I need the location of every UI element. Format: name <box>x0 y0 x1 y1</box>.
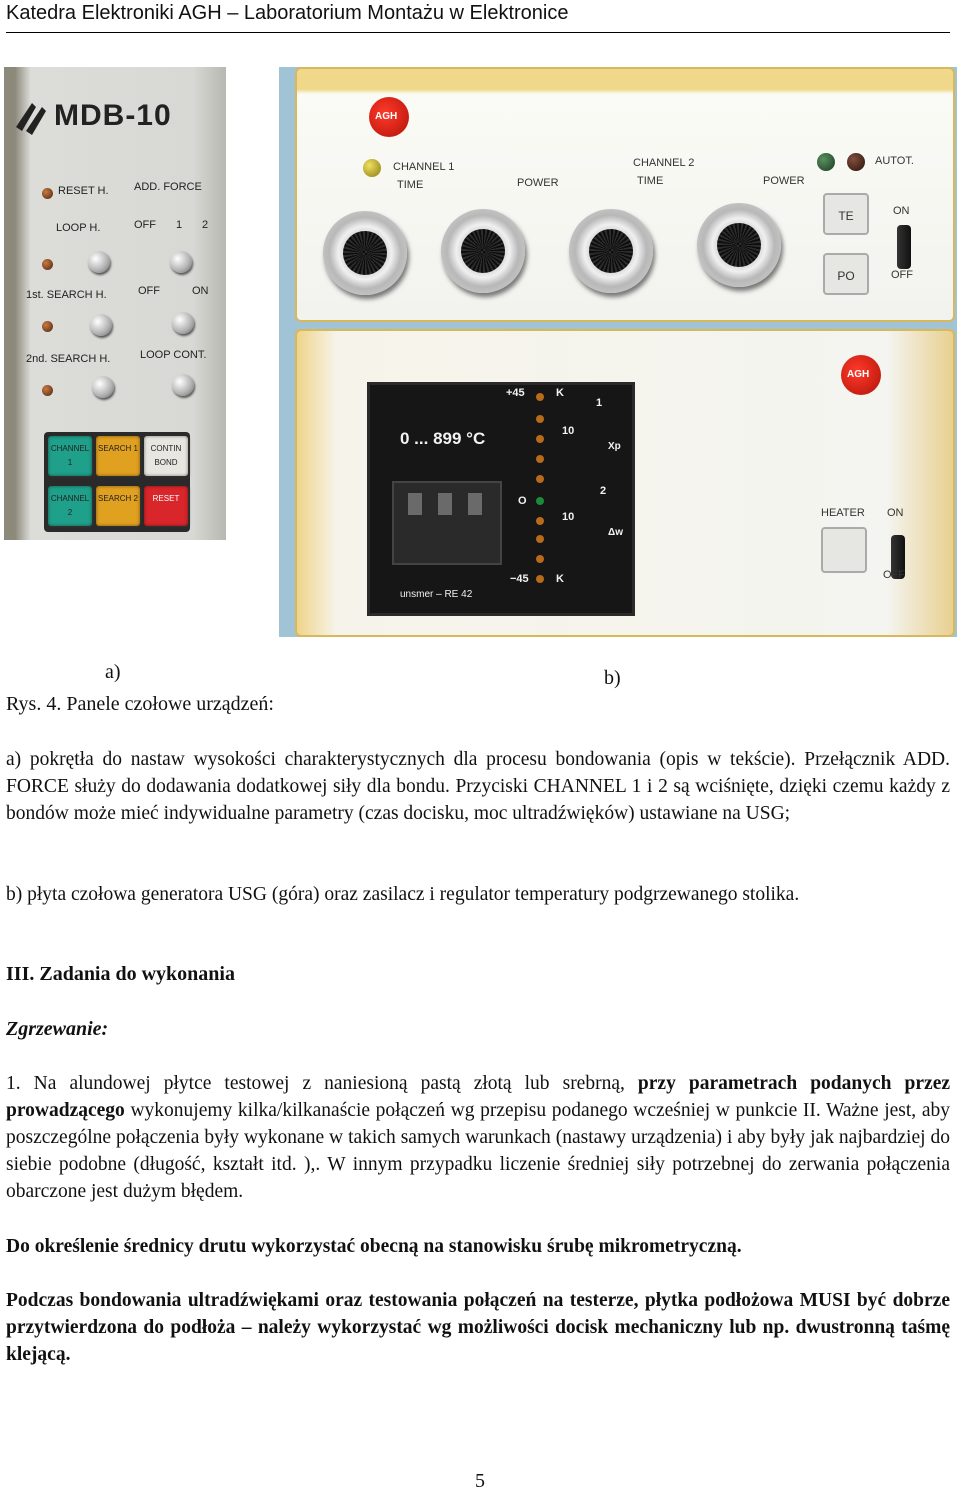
add-force-switch[interactable] <box>170 251 192 273</box>
off-label-2: OFF <box>138 285 160 297</box>
task-item-1 <box>6 1070 950 1205</box>
second-search-label: 2nd. SEARCH H. <box>26 353 111 365</box>
agh-seal-top-label: AGH <box>375 111 398 122</box>
regulator-range: 0 ... 899 °C <box>400 429 486 448</box>
task-item-1-end: wykonujemy kilka/kilkanaście połączeń wg przepisu podanego wcześniej w punkcie II. Ważne jest, aby poszczególne połączenia były wykonane w takich samych warunkach (nastawy urządzenia) i aby były jak najbardziej do siebie podobne (długość, kształt itd. ),. W innym przypadku liczenie średniej siły potrzebnej do zerwania połączenia obarczone jest dużym błędem. <box>6 1100 950 1202</box>
mounting-note: Podczas bondowania ultradźwiękami oraz testowania połączeń na testerze, płytka podłożowa MUSI być dobrze przytwierdzona do podłoża – należy wykorzystać wg możliwości docisk mechaniczny lub np. dwustronną taśmę klejącą. <box>6 1290 950 1365</box>
description-b: b) płyta czołowa generatora USG (góra) oraz zasilacz i regulator temperatury podgrzewanego stolika. <box>6 884 800 905</box>
top-off-label: OFF <box>891 269 913 281</box>
regulator-one: 1 <box>596 397 603 409</box>
status-led-1 <box>817 153 835 171</box>
reg-led <box>536 555 544 563</box>
te-button[interactable]: TE <box>823 193 869 235</box>
reset-h-label: RESET H. <box>58 185 109 197</box>
add-force-label: ADD. FORCE <box>134 181 202 193</box>
on-label: ON <box>192 285 209 297</box>
caption-b: b) <box>604 667 621 689</box>
channel2-button[interactable]: CHANNEL 2 <box>48 486 92 526</box>
regulator-k-bottom: K <box>556 573 564 585</box>
reset-h-led <box>42 188 53 199</box>
channel2-time-knob[interactable] <box>569 209 653 293</box>
second-search-knob[interactable] <box>92 376 114 398</box>
reg-led <box>536 575 544 583</box>
loop-h-label: LOOP H. <box>56 222 101 234</box>
channel1-time-knob[interactable] <box>323 211 407 295</box>
counter-digit <box>438 493 452 515</box>
reg-led <box>536 435 544 443</box>
heater-button[interactable] <box>821 527 867 573</box>
task-item-1-start: 1. Na alundowej płytce testowej z naniesioną pastą złotą lub srebrną, <box>6 1073 638 1094</box>
power2-label: POWER <box>763 175 805 187</box>
regulator-minus45: −45 <box>510 573 529 585</box>
channel1-button[interactable]: CHANNEL 1 <box>48 436 92 476</box>
autot-label: AUTOT. <box>875 155 914 167</box>
figure-caption: Rys. 4. Panele czołowe urządzeń: <box>6 693 274 715</box>
loop-cont-knob[interactable] <box>172 374 194 396</box>
regulator-plus45: +45 <box>506 387 525 399</box>
loop-h-led <box>42 259 53 270</box>
usg-generator-photo <box>279 67 957 637</box>
caption-a: a) <box>105 661 121 683</box>
page-number: 5 <box>475 1470 485 1492</box>
mdb10-panel-photo <box>4 67 226 540</box>
channel2-power-knob[interactable] <box>697 203 781 287</box>
second-search-led <box>42 385 53 396</box>
agh-seal-bottom-label: AGH <box>847 369 870 380</box>
regulator-ten-b: 10 <box>562 511 575 523</box>
device-logo: MDB-10 <box>54 99 172 132</box>
reg-led <box>536 475 544 483</box>
regulator-k-top: K <box>556 387 564 399</box>
channel1-label: CHANNEL 1 <box>393 161 455 173</box>
power1-label: POWER <box>517 177 559 189</box>
regulator-ten-a: 10 <box>562 425 575 437</box>
first-search-knob[interactable] <box>90 314 112 336</box>
section-heading: III. Zadania do wykonania <box>6 963 235 985</box>
loop-h-knob[interactable] <box>88 251 110 273</box>
first-search-label: 1st. SEARCH H. <box>26 289 107 301</box>
contin-bond-button[interactable]: CONTIN BOND <box>144 436 188 476</box>
reset-button[interactable]: RESET <box>144 486 188 526</box>
reg-led <box>536 517 544 525</box>
one-label: 1 <box>176 219 183 231</box>
reg-led <box>536 393 544 401</box>
regulator-brand: unsmer – RE 42 <box>400 589 473 600</box>
subsection-heading: Zgrzewanie: <box>6 1018 109 1040</box>
loop-cont-label: LOOP CONT. <box>140 349 207 361</box>
time2-label: TIME <box>637 175 664 187</box>
task-item-1-bold: przy parametrach podanych przez prowadzącego <box>6 1073 951 1121</box>
regulator-zero: O <box>518 495 527 507</box>
regulator-two: 2 <box>600 485 607 497</box>
regulator-xp: Xp <box>608 441 621 452</box>
autot-switch[interactable] <box>897 225 911 269</box>
channel2-label: CHANNEL 2 <box>633 157 695 169</box>
channel1-power-knob[interactable] <box>441 209 525 293</box>
reg-led <box>536 535 544 543</box>
reg-led-green <box>536 497 544 505</box>
temperature-regulator <box>367 382 635 616</box>
status-led-2 <box>847 153 865 171</box>
time1-label: TIME <box>397 179 424 191</box>
top-on-label: ON <box>893 205 910 217</box>
first-search-led <box>42 321 53 332</box>
off-label: OFF <box>134 219 156 231</box>
channel1-indicator <box>363 159 381 177</box>
reg-led <box>536 455 544 463</box>
search1-button[interactable]: SEARCH 1 <box>96 436 140 476</box>
setpoint-counter[interactable] <box>392 481 502 565</box>
po-button[interactable]: PO <box>823 253 869 295</box>
micrometer-note: Do określenie średnicy drutu wykorzystać obecną na stanowisku śrubę mikrometryczną. <box>6 1236 742 1257</box>
mdb-logo-icon <box>12 97 50 137</box>
heater-on-label: ON <box>887 507 904 519</box>
search2-button[interactable]: SEARCH 2 <box>96 486 140 526</box>
search-switch[interactable] <box>172 312 194 334</box>
regulator-dw: Δw <box>608 527 623 538</box>
usg-generator-front <box>295 67 955 322</box>
reg-led <box>536 415 544 423</box>
counter-digit <box>468 493 482 515</box>
heater-label: HEATER <box>821 507 865 519</box>
counter-digit <box>408 493 422 515</box>
description-a: a) pokrętła do nastaw wysokości charakterystycznych dla procesu bondowania (opis w tekście). Przełącznik ADD. FORCE służy do dodawania dodatkowej siły dla bondu. Przyciski CHANNEL 1 i 2 są wciśnięte, dzięki czemu każdy z bondów może mieć indywidualne parametry (czas docisku, moc ultradźwięków) ustawiane na USG; <box>6 749 950 824</box>
two-label: 2 <box>202 219 209 231</box>
heater-off-label: OFF <box>883 569 905 581</box>
page-header: Katedra Elektroniki AGH – Laboratorium Montażu w Elektronice <box>6 0 950 33</box>
